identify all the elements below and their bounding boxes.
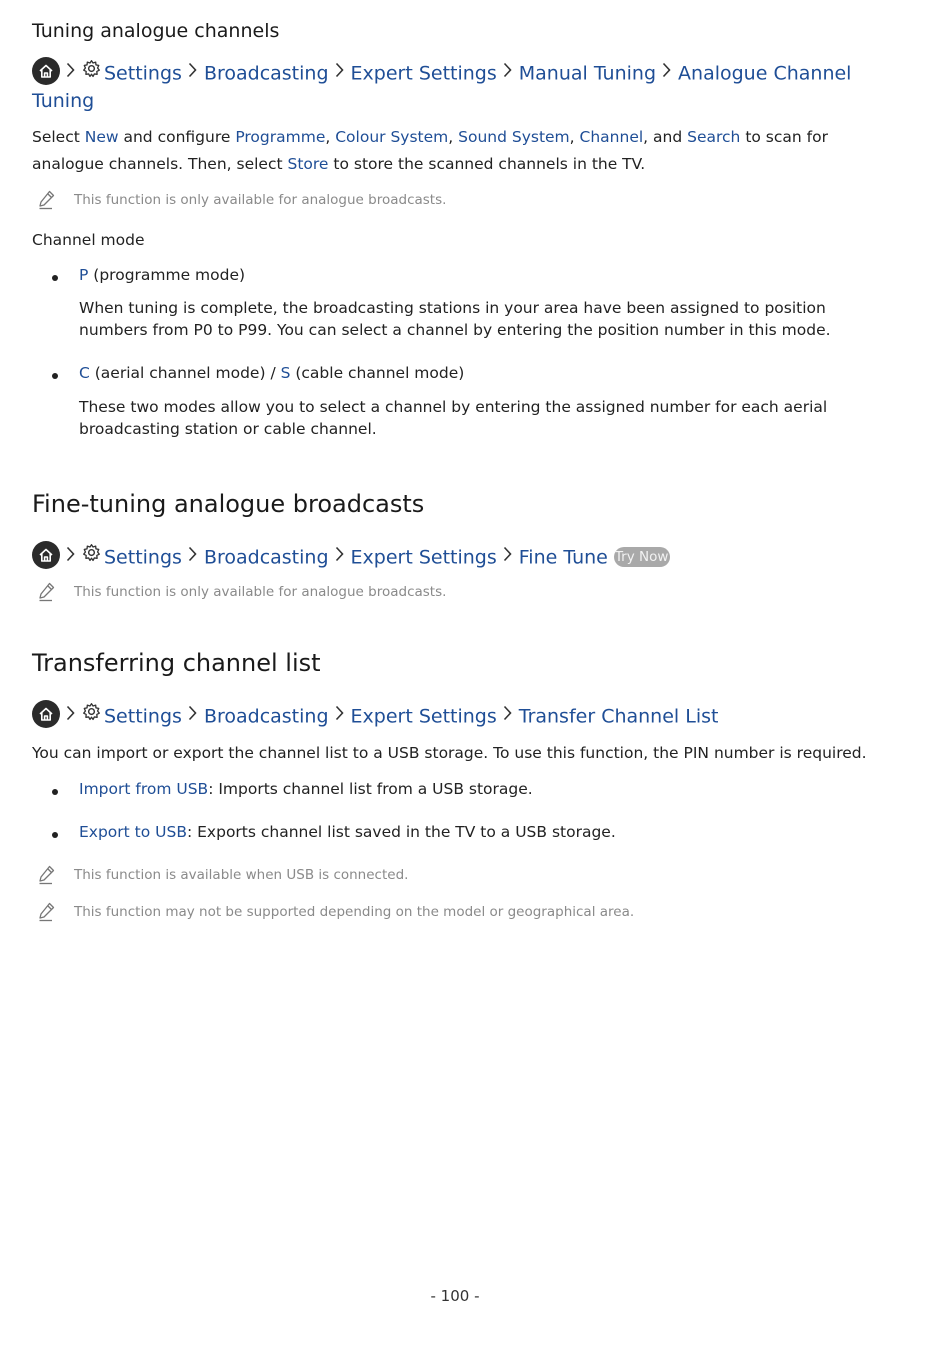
bullet [52, 789, 58, 795]
text-fragment: (cable channel mode) [290, 364, 465, 382]
text-fragment: Select [32, 128, 85, 146]
section-title-tuning-analogue: Tuning analogue channels [32, 20, 280, 42]
home-icon[interactable] [32, 541, 60, 569]
transfer-intro: You can import or export the channel list to a USB storage. To use this function, the PIN number is required. [32, 744, 867, 762]
breadcrumb-broadcasting[interactable]: Broadcasting [203, 62, 329, 85]
chevron-right-icon [503, 543, 512, 570]
breadcrumb-fine-tune [32, 544, 670, 572]
breadcrumb-settings[interactable]: Settings [104, 546, 182, 569]
chevron-right-icon [335, 59, 344, 86]
bullet [52, 832, 58, 838]
breadcrumb-analogue-channel-tuning[interactable]: Analogue Channel Tuning [32, 62, 852, 112]
bullet [52, 373, 58, 379]
term-colour-system: Colour System [335, 128, 449, 146]
tuning-instructions [32, 124, 872, 178]
text-fragment: (programme mode) [88, 266, 246, 284]
mode-p-description: When tuning is complete, the broadcasting stations in your area have been assigned to position numbers from P0 to P99. You can select a channel by entering the position number in this mode. [79, 299, 831, 339]
list-item-export [79, 819, 616, 846]
term-search: Search [687, 128, 741, 146]
channel-mode-label: Channel mode [32, 231, 145, 249]
chevron-right-icon [66, 59, 75, 86]
pencil-note-icon [38, 190, 56, 214]
gear-icon [82, 702, 101, 729]
breadcrumb-manual-tuning[interactable]: Manual Tuning [518, 62, 657, 85]
text-fragment: to scan for analogue channels. Then, select [32, 128, 828, 173]
text-fragment: , [448, 128, 459, 146]
pencil-note-icon [38, 582, 56, 606]
term-s: S [280, 364, 291, 382]
mode-p-heading [79, 262, 245, 289]
breadcrumb-broadcasting[interactable]: Broadcasting [203, 546, 329, 569]
text-fragment: , and [643, 128, 688, 146]
term-c: C [79, 364, 90, 382]
chevron-right-icon [335, 543, 344, 570]
breadcrumb-expert-settings[interactable]: Expert Settings [350, 705, 497, 728]
term-sound-system: Sound System [458, 128, 570, 146]
text-fragment: , [325, 128, 336, 146]
gear-icon [82, 543, 101, 570]
gear-icon [82, 59, 101, 86]
bullet [52, 275, 58, 281]
note-analogue-only: This function is only available for analogue broadcasts. [74, 192, 447, 208]
text-fragment: , [569, 128, 580, 146]
term-import-from-usb: Import from USB [79, 780, 209, 798]
term-new: New [84, 128, 119, 146]
note-analogue-only: This function is only available for analogue broadcasts. [74, 584, 447, 600]
text-fragment: and configure [118, 128, 236, 146]
breadcrumb-expert-settings[interactable]: Expert Settings [350, 546, 497, 569]
text-fragment: : Exports channel list saved in the TV to a USB storage. [186, 823, 616, 841]
chevron-right-icon [335, 702, 344, 729]
chevron-right-icon [503, 59, 512, 86]
chevron-right-icon [66, 702, 75, 729]
mode-cs-description: These two modes allow you to select a channel by entering the assigned number for each aerial broadcasting station or cable channel. [79, 398, 828, 438]
mode-cs-heading [79, 360, 464, 387]
home-icon[interactable] [32, 57, 60, 85]
pencil-note-icon [38, 865, 56, 889]
term-programme: Programme [235, 128, 326, 146]
breadcrumb-transfer-channel-list [32, 703, 718, 731]
note-model-dependent: This function may not be supported depending on the model or geographical area. [74, 904, 635, 920]
try-now-button[interactable]: Try Now [614, 549, 669, 565]
chevron-right-icon [188, 543, 197, 570]
breadcrumb-settings[interactable]: Settings [104, 705, 182, 728]
breadcrumb-settings[interactable]: Settings [104, 62, 182, 85]
term-export-to-usb: Export to USB [79, 823, 187, 841]
pencil-note-icon [38, 902, 56, 926]
text-fragment: (aerial channel mode) / [89, 364, 281, 382]
chevron-right-icon [66, 543, 75, 570]
term-store: Store [287, 155, 329, 173]
page-number: - 100 - [430, 1287, 480, 1305]
chevron-right-icon [188, 702, 197, 729]
section-title-transfer-list: Transferring channel list [32, 649, 321, 677]
term-channel: Channel [579, 128, 644, 146]
chevron-right-icon [503, 702, 512, 729]
section-title-fine-tuning: Fine-tuning analogue broadcasts [32, 490, 425, 518]
breadcrumb-broadcasting[interactable]: Broadcasting [203, 705, 329, 728]
breadcrumb-transfer-channel-list[interactable]: Transfer Channel List [518, 705, 719, 728]
note-usb-connected: This function is available when USB is connected. [74, 867, 409, 883]
text-fragment: to store the scanned channels in the TV. [328, 155, 646, 173]
text-fragment: : Imports channel list from a USB storage. [208, 780, 533, 798]
list-item-import [79, 776, 533, 803]
term-p: P [79, 266, 89, 284]
chevron-right-icon [662, 59, 671, 86]
chevron-right-icon [188, 59, 197, 86]
breadcrumb-manual-tuning [32, 60, 862, 115]
home-icon[interactable] [32, 700, 60, 728]
breadcrumb-fine-tune[interactable]: Fine Tune [518, 546, 608, 569]
breadcrumb-expert-settings[interactable]: Expert Settings [350, 62, 497, 85]
